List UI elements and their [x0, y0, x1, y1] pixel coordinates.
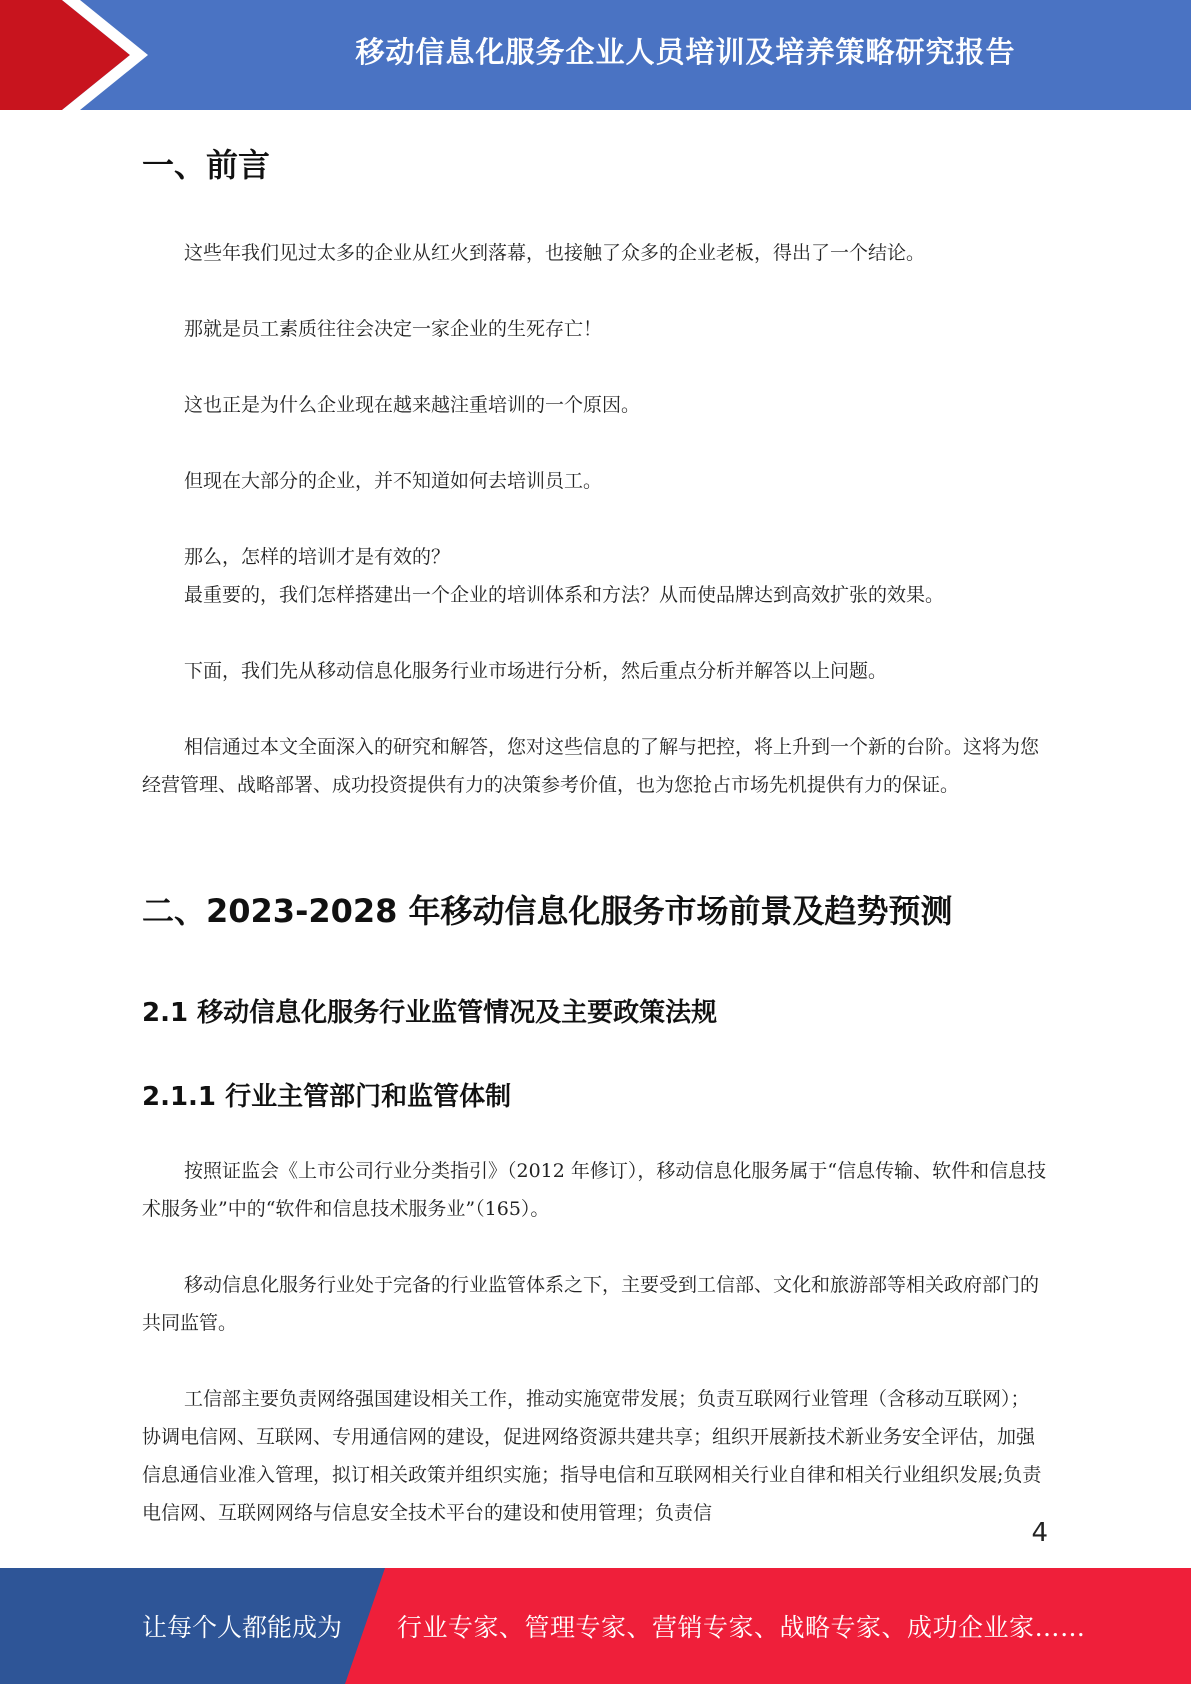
subsection-heading-authorities: 2.1.1 行业主管部门和监管体制 — [142, 1082, 512, 1112]
paragraph: 这些年我们见过太多的企业从红火到落幕，也接触了众多的企业老板，得出了一个结论。 — [184, 242, 926, 264]
page-header — [0, 0, 1191, 110]
paragraph: 相信通过本文全面深入的研究和解答，您对这些信息的了解与把控，将上升到一个新的台阶。这将为您经营管理、战略部署、成功投资提供有力的决策参考价值，也为您抢占市场先机提供有力的保证。 — [142, 736, 1040, 796]
paragraph: 按照证监会《上市公司行业分类指引》（2012 年修订），移动信息化服务属于“信息传输、软件和信息技术服务业”中的“软件和信息技术服务业”（165）。 — [142, 1160, 1047, 1220]
page-number: 4 — [1031, 1518, 1048, 1548]
footer-slogan-right: 行业专家、管理专家、营销专家、战略专家、成功企业家…… — [397, 1613, 1086, 1642]
paragraph: 工信部主要负责网络强国建设相关工作，推动实施宽带发展；负责互联网行业管理（含移动互联网）；协调电信网、互联网、专用通信网的建设，促进网络资源共建共享；组织开展新技术新业务安全评估，加强信息通信业准入管理，拟订相关政策并组织实施；指导电信和互联网相关行业自律和相关行业组织发展;负责电信网、互联网网络与信息安全技术平台的建设和使用管理；负责信 — [142, 1388, 1042, 1524]
paragraph: 这也正是为什么企业现在越来越注重培训的一个原因。 — [184, 394, 641, 416]
footer-slogan-left: 让每个人都能成为 — [142, 1613, 343, 1642]
paragraph: 那就是员工素质往往会决定一家企业的生死存亡！ — [184, 318, 603, 340]
paragraph: 那么，怎样的培训才是有效的？ — [184, 546, 451, 568]
page-footer — [0, 1568, 1191, 1684]
subsection-heading-regulation: 2.1 移动信息化服务行业监管情况及主要政策法规 — [142, 998, 718, 1028]
red-chevron-decoration — [0, 0, 160, 110]
paragraph: 下面，我们先从移动信息化服务行业市场进行分析，然后重点分析并解答以上问题。 — [184, 660, 888, 682]
report-title: 移动信息化服务企业人员培训及培养策略研究报告 — [355, 34, 1016, 69]
section-heading-preface: 一、前言 — [142, 146, 271, 184]
paragraph: 移动信息化服务行业处于完备的行业监管体系之下，主要受到工信部、文化和旅游部等相关政府部门的共同监管。 — [142, 1274, 1040, 1334]
section-heading-market-outlook: 二、2023-2028 年移动信息化服务市场前景及趋势预测 — [142, 892, 953, 930]
paragraph: 但现在大部分的企业，并不知道如何去培训员工。 — [184, 470, 603, 492]
paragraph: 最重要的，我们怎样搭建出一个企业的培训体系和方法？从而使品牌达到高效扩张的效果。 — [184, 584, 945, 606]
